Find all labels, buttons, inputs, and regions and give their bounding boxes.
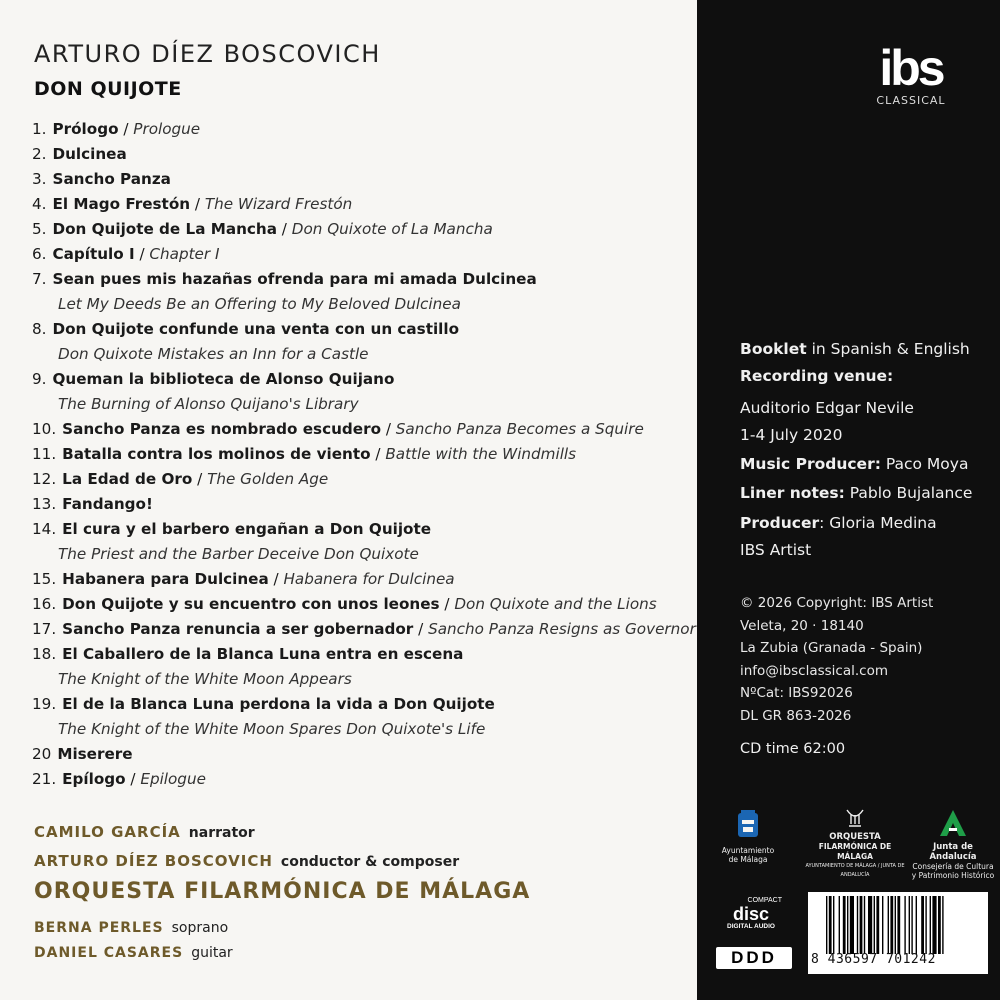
- barcode-bar: [864, 896, 865, 954]
- barcode-bar: [829, 896, 832, 954]
- legal-info: [740, 593, 995, 728]
- legal-line: DL GR 863-2026: [740, 707, 852, 724]
- title-separator: /: [381, 420, 396, 438]
- track-item: [32, 767, 692, 792]
- barcode-bar: [874, 896, 875, 954]
- track-number: 3.: [32, 170, 47, 188]
- track-title-en: Don Quixote of La Mancha: [291, 220, 493, 238]
- barcode-bar: [876, 896, 879, 954]
- track-title-es: Sancho Panza es nombrado escudero: [62, 420, 382, 438]
- track-title-en: The Burning of Alonso Quijano's Library: [58, 395, 359, 413]
- credit-narrator: CAMILO GARCÍA narrator: [34, 823, 255, 841]
- track-title-es: Don Quijote y su encuentro con unos leones: [62, 595, 440, 613]
- track-title-es: Sean pues mis hazañas ofrenda para mi amada Dulcinea: [52, 270, 537, 288]
- track-title-es: Miserere: [57, 745, 133, 763]
- track-title-en: Sancho Panza Resigns as Governor: [428, 620, 696, 638]
- track-number: 13.: [32, 495, 57, 513]
- barcode-bar: [833, 896, 834, 954]
- track-title-en: Sancho Panza Becomes a Squire: [395, 420, 644, 438]
- track-title-en: Let My Deeds Be an Offering to My Beloved Dulcinea: [58, 295, 461, 313]
- title-separator: /: [125, 770, 141, 788]
- track-title-es: La Edad de Oro: [62, 470, 193, 488]
- venue-date: 1-4 July 2020: [740, 426, 843, 444]
- track-item: [32, 467, 692, 492]
- credit-conductor: ARTURO DÍEZ BOSCOVICH conductor & composer: [34, 852, 460, 870]
- track-number: 11.: [32, 445, 57, 463]
- track-title-es: Sancho Panza: [52, 170, 171, 188]
- legal-line: La Zubia (Granada - Spain): [740, 640, 923, 656]
- track-item: [32, 417, 692, 442]
- title-separator: /: [439, 595, 455, 613]
- barcode-bar: [882, 896, 883, 954]
- track-title-en: The Knight of the White Moon Appears: [58, 670, 352, 688]
- track-item: [32, 117, 692, 142]
- track-number: 17.: [32, 620, 57, 638]
- track-title-es: Batalla contra los molinos de viento: [62, 445, 371, 463]
- barcode-bar: [942, 896, 943, 954]
- track-title-en: Battle with the Windmills: [385, 445, 577, 463]
- track-title-es: Fandango!: [62, 495, 153, 513]
- barcode-bar: [932, 896, 936, 954]
- track-item: [32, 442, 692, 467]
- title-separator: /: [134, 245, 150, 263]
- track-item: [32, 367, 692, 392]
- track-item: [32, 242, 692, 267]
- barcode-bar: [826, 896, 827, 954]
- barcode-bar: [930, 896, 931, 954]
- producer-line: Producer: Gloria Medina: [740, 514, 937, 532]
- andalucia-a-icon: [938, 808, 968, 838]
- legal-line: © 2026 Copyright: IBS Artist: [740, 595, 934, 611]
- ayuntamiento-malaga-logo: Ayuntamiento de Málaga: [712, 808, 784, 864]
- barcode-bar: [890, 896, 893, 954]
- track-item: [32, 217, 692, 242]
- track-title-es: Epílogo: [62, 770, 126, 788]
- track-item: [32, 592, 692, 617]
- barcode-bar: [909, 896, 910, 954]
- title-separator: /: [192, 470, 208, 488]
- track-number: 1.: [32, 120, 47, 138]
- track-number: 4.: [32, 195, 47, 213]
- track-number: 12.: [32, 470, 57, 488]
- composer-name: ARTURO DÍEZ BOSCOVICH: [34, 40, 381, 68]
- barcode-bars: [826, 896, 982, 954]
- track-title-en: Prologue: [133, 120, 201, 138]
- track-title-es: El Caballero de la Blanca Luna entra en escena: [62, 645, 464, 663]
- track-title-es: El cura y el barbero engañan a Don Quijote: [62, 520, 432, 538]
- track-number: 19.: [32, 695, 57, 713]
- ddd-badge: DDD: [716, 947, 792, 969]
- music-producer-line: Music Producer: Paco Moya: [740, 455, 969, 473]
- work-title: DON QUIJOTE: [34, 78, 182, 100]
- track-title-en: Habanera for Dulcinea: [283, 570, 455, 588]
- title-separator: /: [370, 445, 386, 463]
- barcode: [808, 892, 988, 974]
- legal-line: NºCat: IBS92026: [740, 685, 853, 701]
- track-title-es: El de la Blanca Luna perdona la vida a Don Quijote: [62, 695, 495, 713]
- track-title-es: Queman la biblioteca de Alonso Quijano: [52, 370, 395, 388]
- track-item: [32, 517, 692, 542]
- track-item: [32, 492, 692, 517]
- track-item: [32, 192, 692, 217]
- venue-label: Recording venue:: [740, 367, 894, 385]
- barcode-bar: [921, 896, 924, 954]
- barcode-bar: [916, 896, 917, 954]
- track-title-en: Don Quixote Mistakes an Inn for a Castle: [58, 345, 369, 363]
- barcode-bar: [904, 896, 905, 954]
- ibs-classical-logo: ibs CLASSICAL: [876, 40, 946, 107]
- track-title-en: The Wizard Frestón: [204, 195, 353, 213]
- track-title-en: The Priest and the Barber Deceive Don Quixote: [58, 545, 419, 563]
- barcode-bar: [911, 896, 912, 954]
- legal-line: info@ibsclassical.com: [740, 662, 889, 679]
- barcode-bar: [925, 896, 926, 954]
- track-number: 20: [32, 745, 52, 763]
- track-title-en: The Golden Age: [207, 470, 329, 488]
- barcode-bar: [843, 896, 846, 954]
- track-title-es: Prólogo: [52, 120, 119, 138]
- booklet-line: Booklet in Spanish & English: [740, 340, 970, 358]
- track-number: 2.: [32, 145, 47, 163]
- track-number: 5.: [32, 220, 47, 238]
- track-title-en: Chapter I: [149, 245, 220, 263]
- track-item: [32, 692, 692, 717]
- barcode-bar: [897, 896, 900, 954]
- credit-soprano: BERNA PERLES soprano: [34, 920, 229, 936]
- title-separator: /: [268, 570, 284, 588]
- recording-info: [740, 337, 995, 565]
- lyre-icon: [843, 808, 867, 828]
- track-number: 10.: [32, 420, 57, 438]
- liner-notes-line: Liner notes: Pablo Bujalance: [740, 484, 973, 502]
- track-number: 21.: [32, 770, 57, 788]
- title-separator: /: [118, 120, 134, 138]
- track-number: 6.: [32, 245, 47, 263]
- track-title-en: Don Quixote and the Lions: [454, 595, 657, 613]
- track-title-es: Don Quijote de La Mancha: [52, 220, 277, 238]
- track-number: 7.: [32, 270, 47, 288]
- barcode-bar: [895, 896, 896, 954]
- track-number: 14.: [32, 520, 57, 538]
- title-separator: /: [276, 220, 292, 238]
- credit-orchestra: ORQUESTA FILARMÓNICA DE MÁLAGA: [34, 879, 531, 904]
- malaga-crest-icon: [731, 808, 765, 842]
- barcode-digits: 8 436597 701242: [811, 952, 936, 967]
- venue-name: Auditorio Edgar Nevile: [740, 399, 914, 417]
- track-item: [32, 742, 692, 767]
- track-item: [32, 267, 692, 292]
- barcode-bar: [857, 896, 858, 954]
- track-title-en: The Knight of the White Moon Spares Don Quixote's Life: [58, 720, 486, 738]
- barcode-bar: [938, 896, 941, 954]
- cd-time: CD time 62:00: [740, 741, 846, 757]
- track-item: [32, 642, 692, 667]
- junta-andalucia-logo: Junta de Andalucía Consejería de Cultura y Patrimonio Histórico: [910, 808, 996, 880]
- compact-disc-logo: COMPACT disc DIGITAL AUDIO: [727, 897, 782, 930]
- title-separator: /: [190, 195, 205, 213]
- title-separator: /: [413, 620, 429, 638]
- barcode-bar: [847, 896, 848, 954]
- orquesta-filarmonica-logo: ORQUESTA FILARMÓNICA DE MÁLAGA AYUNTAMIENTO DE MÁLAGA / JUNTA DE ANDALUCÍA: [805, 808, 905, 880]
- track-item: [32, 167, 692, 192]
- track-item: [32, 567, 692, 592]
- track-title-es: Dulcinea: [52, 145, 127, 163]
- track-number: 16.: [32, 595, 57, 613]
- credit-guitar: DANIEL CASARES guitar: [34, 945, 233, 961]
- barcode-bar: [888, 896, 889, 954]
- track-title-en: Epilogue: [140, 770, 206, 788]
- barcode-bar: [839, 896, 840, 954]
- track-item: [32, 317, 692, 342]
- track-title-es: Habanera para Dulcinea: [62, 570, 269, 588]
- track-number: 18.: [32, 645, 57, 663]
- track-title-es: Don Quijote confunde una venta con un castillo: [52, 320, 460, 338]
- barcode-bar: [868, 896, 872, 954]
- track-number: 15.: [32, 570, 57, 588]
- track-item: [32, 617, 696, 642]
- track-item: [32, 142, 692, 167]
- track-number: 8.: [32, 320, 47, 338]
- barcode-bar: [860, 896, 863, 954]
- legal-line: Veleta, 20 · 18140: [740, 617, 864, 634]
- barcode-bar: [850, 896, 854, 954]
- track-title-es: Sancho Panza renuncia a ser gobernador: [62, 620, 414, 638]
- track-number: 9.: [32, 370, 47, 388]
- producer-company: IBS Artist: [740, 541, 812, 559]
- track-title-es: El Mago Frestón: [52, 195, 191, 213]
- track-title-es: Capítulo I: [52, 245, 135, 263]
- track-list: [32, 117, 696, 792]
